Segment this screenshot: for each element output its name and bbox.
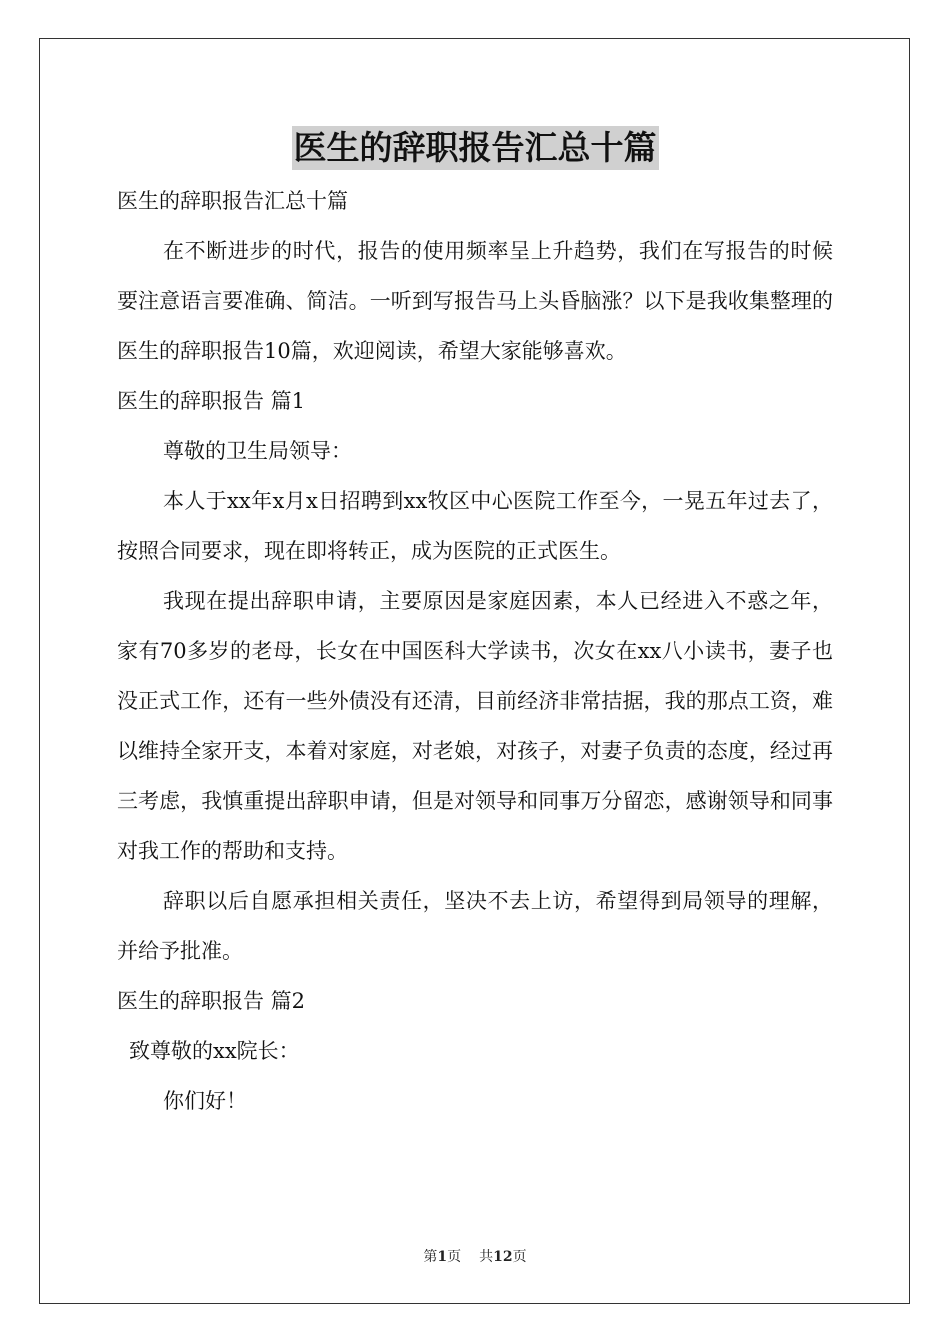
total-prefix: 共 [479,1249,494,1265]
title-container [0,126,950,170]
intro-paragraph: 在不断进步的时代，报告的使用频率呈上升趋势，我们在写报告的时候要注意语言要准确、简洁。一听到写报告马上头昏脑涨？以下是我收集整理的医生的辞职报告10篇，欢迎阅读，希望大家能够喜欢。 [117,239,833,363]
salutation-2: 致尊敬的xx院长： [129,1039,300,1063]
salutation-1: 尊敬的卫生局领导： [163,439,352,463]
intro-heading: 医生的辞职报告汇总十篇 [117,189,348,213]
document-body [117,176,833,1126]
section-heading-1: 医生的辞职报告 篇1 [117,389,306,413]
body-paragraph: 辞职以后自愿承担相关责任，坚决不去上访，希望得到局领导的理解，并给予批准。 [117,889,833,963]
document-title: 医生的辞职报告汇总十篇 [292,126,659,170]
greeting: 你们好！ [163,1089,247,1113]
page-suffix: 页 [447,1249,462,1265]
section-heading-2: 医生的辞职报告 篇2 [117,989,306,1013]
page-number: 1 [437,1249,448,1265]
total-suffix: 页 [512,1249,527,1265]
body-paragraph: 我现在提出辞职申请，主要原因是家庭因素，本人已经进入不惑之年，家有70多岁的老母，长女在中国医科大学读书，次女在xx八小读书，妻子也没正式工作，还有一些外债没有还清，目前经济非常拮据，我的那点工资，难以维持全家开支，本着对家庭，对老娘，对孩子，对妻子负责的态度，经过再三考虑，我慎重提出辞职申请，但是对领导和同事万分留恋，感谢领导和同事对我工作的帮助和支持。 [117,589,833,863]
page-footer [0,1248,950,1266]
page-prefix: 第 [423,1249,438,1265]
body-paragraph: 本人于xx年x月x日招聘到xx牧区中心医院工作至今，一晃五年过去了，按照合同要求，现在即将转正，成为医院的正式医生。 [117,489,833,563]
total-pages: 12 [493,1249,513,1265]
